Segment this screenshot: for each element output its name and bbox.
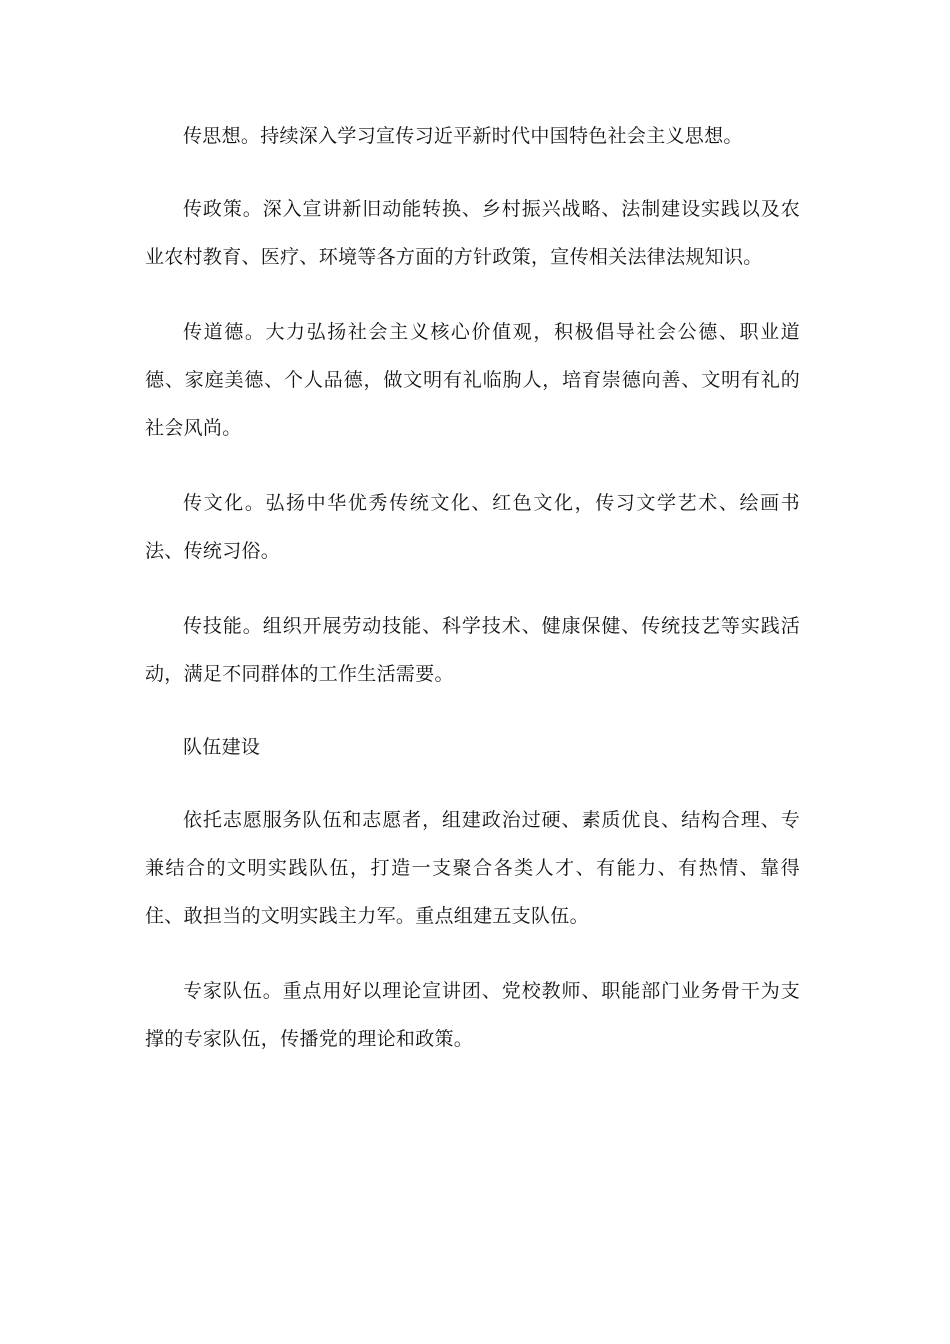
paragraph-spread-skills: 传技能。组织开展劳动技能、科学技术、健康保健、传统技艺等实践活动，满足不同群体的工作生活需要。 <box>145 615 800 685</box>
paragraph-spread-policy: 传政策。深入宣讲新旧动能转换、乡村振兴战略、法制建设实践以及农业农村教育、医疗、环境等各方面的方针政策，宣传相关法律法规知识。 <box>145 198 800 268</box>
paragraph-spread-morality: 传道德。大力弘扬社会主义核心价值观，积极倡导社会公德、职业道德、家庭美德、个人品德，做文明有礼临朐人，培育崇德向善、文明有礼的社会风尚。 <box>145 321 800 439</box>
paragraph-expert-team: 专家队伍。重点用好以理论宣讲团、党校教师、职能部门业务骨干为支撑的专家队伍，传播党的理论和政策。 <box>145 980 800 1050</box>
paragraph-team-building: 依托志愿服务队伍和志愿者，组建政治过硬、素质优良、结构合理、专兼结合的文明实践队伍，打造一支聚合各类人才、有能力、有热情、靠得住、敢担当的文明实践主力军。重点组建五支队伍。 <box>145 809 800 927</box>
section-heading-team-building: 队伍建设 <box>183 736 261 758</box>
paragraph-spread-thought: 传思想。持续深入学习宣传习近平新时代中国特色社会主义思想。 <box>183 125 743 147</box>
paragraph-spread-culture: 传文化。弘扬中华优秀传统文化、红色文化，传习文学艺术、绘画书法、传统习俗。 <box>145 492 800 562</box>
